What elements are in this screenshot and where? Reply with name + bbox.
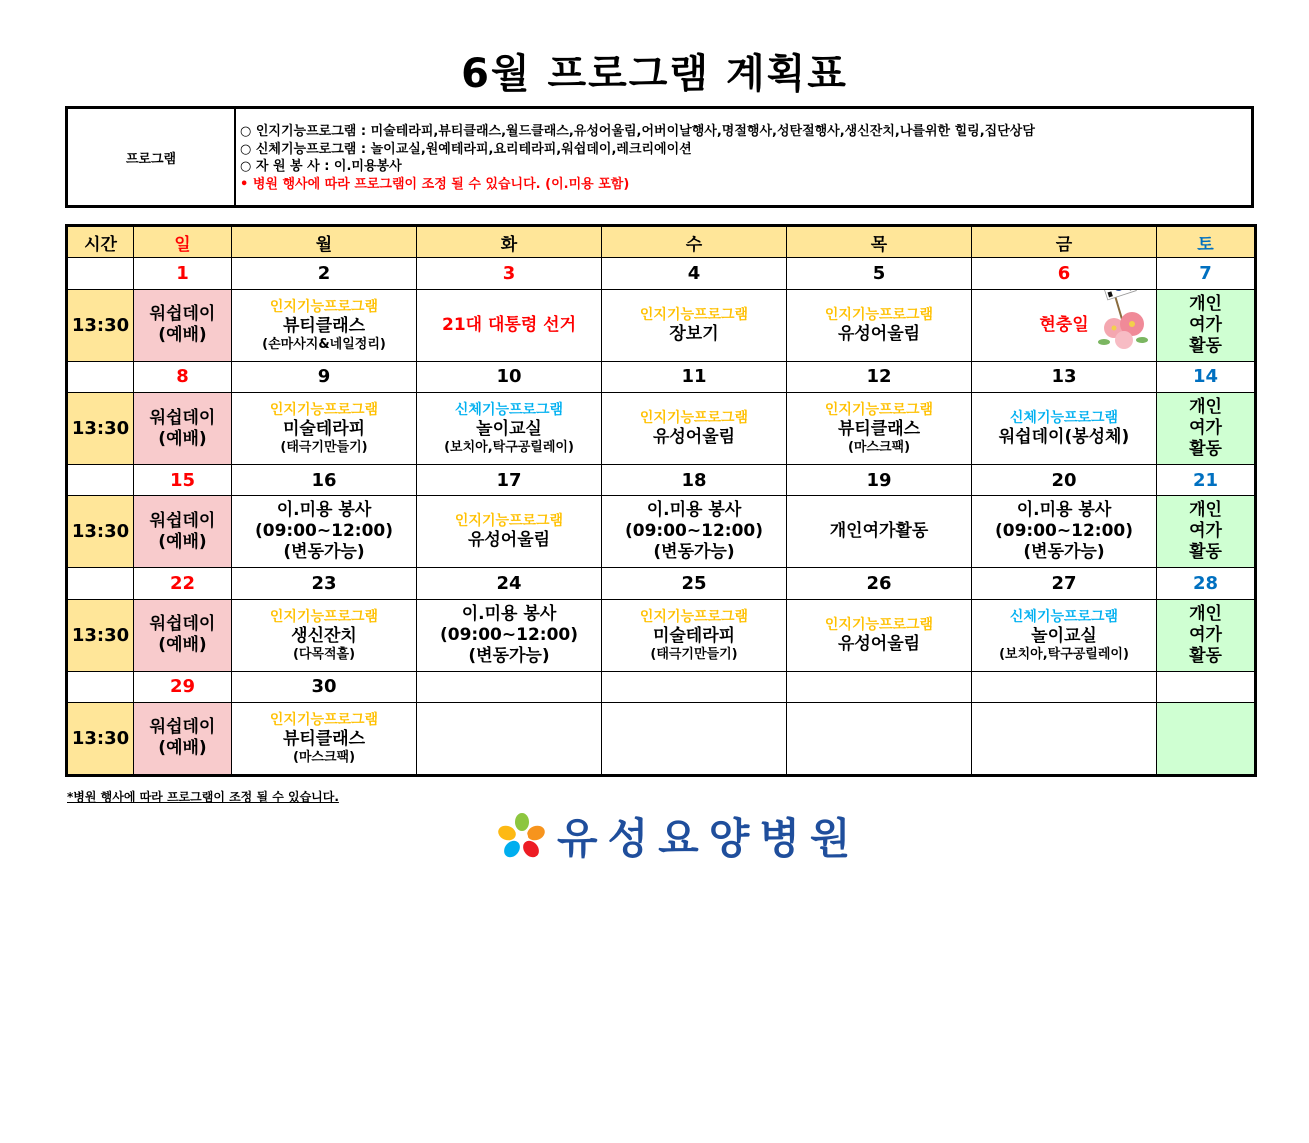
activity-line-3: 활동 <box>1189 645 1222 666</box>
activity-title: 개인 <box>1189 500 1222 521</box>
date-cell: 13 <box>972 361 1157 392</box>
activity-title: 워쉽데이 <box>149 304 216 325</box>
activity-cell <box>972 289 1157 361</box>
activity-cell <box>232 393 417 465</box>
date-row-blank <box>67 258 134 289</box>
date-cell <box>1157 671 1256 702</box>
activity-cell <box>787 599 972 671</box>
activity-line-2: (09:00~12:00) <box>994 521 1133 542</box>
header-cell: 목 <box>787 226 972 258</box>
date-cell: 14 <box>1157 361 1256 392</box>
activity-line-2: (09:00~12:00) <box>439 624 578 645</box>
date-row-blank <box>67 361 134 392</box>
activity-row <box>67 496 1256 568</box>
activity-line-3: (변동가능) <box>468 645 550 666</box>
cognitive-program-tag: 인지기능프로그램 <box>269 608 379 625</box>
date-cell: 24 <box>417 568 602 599</box>
activity-line-2: (09:00~12:00) <box>624 521 763 542</box>
activity-line-2: 여가 <box>1189 521 1222 542</box>
activity-title: 이.미용 봉사 <box>276 500 372 521</box>
cognitive-program-tag: 인지기능프로그램 <box>269 402 379 419</box>
activity-cell <box>417 599 602 671</box>
page-title: 6월 프로그램 계획표 <box>461 51 848 97</box>
cognitive-program-tag: 인지기능프로그램 <box>639 410 749 427</box>
date-cell: 10 <box>417 361 602 392</box>
activity-cell <box>417 289 602 361</box>
activity-cell <box>1157 393 1256 465</box>
header-cell: 토 <box>1157 226 1256 258</box>
activity-cell <box>972 599 1157 671</box>
activity-title: 놀이교실 <box>476 419 542 440</box>
program-info-box <box>65 106 1254 208</box>
activity-detail: (보치아,탁구공릴레이) <box>999 646 1129 662</box>
date-row <box>67 568 1256 599</box>
cognitive-program-tag: 인지기능프로그램 <box>269 711 379 728</box>
activity-detail: (태극기만들기) <box>280 440 368 456</box>
cognitive-program-tag: 인지기능프로그램 <box>454 513 564 530</box>
activity-cell <box>134 289 232 361</box>
header-cell: 금 <box>972 226 1157 258</box>
program-info-lines <box>236 109 1035 205</box>
activity-line-2: (예배) <box>158 738 207 759</box>
activity-cell <box>602 289 787 361</box>
activity-title: 개인 <box>1189 603 1222 624</box>
hospital-logo <box>497 810 860 862</box>
activity-line-2: (예배) <box>158 531 207 552</box>
activity-cell <box>1157 496 1256 568</box>
date-cell: 2 <box>232 258 417 289</box>
date-row <box>67 361 1256 392</box>
activity-cell <box>602 496 787 568</box>
date-cell: 16 <box>232 465 417 496</box>
activity-cell <box>232 599 417 671</box>
activity-cell <box>232 702 417 775</box>
date-cell: 28 <box>1157 568 1256 599</box>
date-cell <box>602 671 787 702</box>
date-cell: 3 <box>417 258 602 289</box>
header-cell: 월 <box>232 226 417 258</box>
activity-line-2: 여가 <box>1189 314 1222 335</box>
date-cell <box>787 671 972 702</box>
activity-cell <box>602 393 787 465</box>
date-cell: 4 <box>602 258 787 289</box>
date-cell: 21 <box>1157 465 1256 496</box>
korean-flag-flower-icon <box>1094 289 1152 356</box>
header-cell: 수 <box>602 226 787 258</box>
date-cell: 27 <box>972 568 1157 599</box>
activity-cell <box>1157 289 1256 361</box>
time-cell: 13:30 <box>67 393 134 465</box>
activity-title: 뷰티클래스 <box>282 315 366 336</box>
calendar-header-row <box>67 226 1256 258</box>
activity-row <box>67 702 1256 775</box>
date-row-blank <box>67 568 134 599</box>
activity-line-2: (예배) <box>158 635 207 656</box>
activity-cell <box>1157 599 1256 671</box>
activity-title: 미술테라피 <box>652 625 736 646</box>
cognitive-program-tag: 인지기능프로그램 <box>269 298 379 315</box>
activity-title: 미술테라피 <box>282 419 366 440</box>
activity-cell <box>787 289 972 361</box>
date-cell: 30 <box>232 671 417 702</box>
activity-title: 뷰티클래스 <box>837 419 921 440</box>
activity-cell <box>787 702 972 775</box>
date-cell: 25 <box>602 568 787 599</box>
date-row <box>67 258 1256 289</box>
date-row <box>67 465 1256 496</box>
cognitive-program-tag: 인지기능프로그램 <box>824 402 934 419</box>
activity-cell <box>134 496 232 568</box>
program-notice: • 병원 행사에 따라 프로그램이 조정 될 수 있습니다. (이.미용 포함) <box>240 176 630 192</box>
activity-cell <box>602 702 787 775</box>
activity-title: 유성어울림 <box>837 323 921 344</box>
activity-detail: (마스크팩) <box>847 440 911 456</box>
date-cell: 6 <box>972 258 1157 289</box>
date-cell: 20 <box>972 465 1157 496</box>
activity-row <box>67 289 1256 361</box>
activity-line-3: (변동가능) <box>283 542 365 563</box>
activity-cell <box>787 496 972 568</box>
header-cell: 시간 <box>67 226 134 258</box>
activity-cell <box>972 393 1157 465</box>
header-cell: 일 <box>134 226 232 258</box>
activity-cell <box>417 393 602 465</box>
activity-line-3: 활동 <box>1189 335 1222 356</box>
footnote: *병원 행사에 따라 프로그램이 조정 될 수 있습니다. <box>67 790 339 804</box>
activity-title: 생신잔치 <box>291 625 357 646</box>
activity-line-3: (변동가능) <box>1023 542 1105 563</box>
activity-title: 워쉽데이 <box>149 407 216 428</box>
time-cell: 13:30 <box>67 599 134 671</box>
cognitive-program-tag: 인지기능프로그램 <box>639 608 749 625</box>
date-row <box>67 671 1256 702</box>
physical-program-tag: 신체기능프로그램 <box>1009 410 1119 427</box>
date-cell <box>972 671 1157 702</box>
header-cell: 화 <box>417 226 602 258</box>
hospital-logo-icon <box>497 811 547 861</box>
activity-cell <box>1157 702 1256 775</box>
activity-line-2: (예배) <box>158 428 207 449</box>
activity-title: 이.미용 봉사 <box>646 500 742 521</box>
activity-cell <box>134 702 232 775</box>
activity-title: 유성어울림 <box>652 427 736 448</box>
activity-line-2: (예배) <box>158 325 207 346</box>
activity-title: 개인여가활동 <box>829 521 929 542</box>
program-line-volunteer: ○ 자 원 봉 사 : 이.미용봉사 <box>240 159 402 174</box>
date-cell <box>417 671 602 702</box>
activity-title: 워쉽데이(봉성체) <box>998 427 1130 448</box>
program-line-physical: ○ 신체기능프로그램 : 놀이교실,원예테라피,요리테라피,워쉽데이,레크리에이션 <box>240 141 692 157</box>
activity-title: 워쉽데이 <box>149 717 216 738</box>
hospital-name: 유성요양병원 <box>557 814 861 863</box>
activity-detail: (보치아,탁구공릴레이) <box>444 440 574 456</box>
activity-cell <box>232 496 417 568</box>
activity-cell <box>602 599 787 671</box>
date-cell: 23 <box>232 568 417 599</box>
time-cell: 13:30 <box>67 702 134 775</box>
activity-title: 놀이교실 <box>1031 625 1097 646</box>
physical-program-tag: 신체기능프로그램 <box>1009 608 1119 625</box>
activity-cell <box>232 289 417 361</box>
date-cell: 9 <box>232 361 417 392</box>
date-cell: 19 <box>787 465 972 496</box>
activity-title: 유성어울림 <box>837 633 921 654</box>
activity-detail: (마스크팩) <box>292 749 356 765</box>
activity-title: 워쉽데이 <box>149 510 216 531</box>
activity-title: 21대 대통령 선거 <box>441 314 577 335</box>
date-cell: 5 <box>787 258 972 289</box>
activity-line-2: 여가 <box>1189 418 1222 439</box>
program-line-cognitive: ○ 인지기능프로그램 : 미술테라피,뷰티클래스,월드클래스,유성어울림,어버이날행사,명절행사,성탄절행사,생신잔치,나를위한 힐링,집단상담 <box>240 124 1035 139</box>
physical-program-tag: 신체기능프로그램 <box>454 402 564 419</box>
activity-title: 뷰티클래스 <box>282 728 366 749</box>
activity-cell <box>417 702 602 775</box>
date-cell: 17 <box>417 465 602 496</box>
cognitive-program-tag: 인지기능프로그램 <box>639 306 749 323</box>
date-cell: 1 <box>134 258 232 289</box>
activity-cell <box>972 702 1157 775</box>
activity-line-2: (09:00~12:00) <box>254 521 393 542</box>
activity-title: 장보기 <box>669 323 719 344</box>
date-cell: 8 <box>134 361 232 392</box>
activity-title: 현충일 <box>1039 314 1089 335</box>
activity-cell <box>787 393 972 465</box>
date-cell: 12 <box>787 361 972 392</box>
activity-line-3: 활동 <box>1189 439 1222 460</box>
calendar-table <box>65 224 1257 777</box>
program-info-label: 프로그램 <box>68 109 236 205</box>
activity-detail: (손마사지&네일정리) <box>262 336 386 352</box>
date-cell: 15 <box>134 465 232 496</box>
activity-cell <box>972 496 1157 568</box>
date-cell: 7 <box>1157 258 1256 289</box>
activity-cell <box>134 599 232 671</box>
activity-row <box>67 599 1256 671</box>
activity-cell <box>134 393 232 465</box>
date-cell: 18 <box>602 465 787 496</box>
time-cell: 13:30 <box>67 496 134 568</box>
activity-line-3: (변동가능) <box>653 542 735 563</box>
date-cell: 11 <box>602 361 787 392</box>
activity-title: 개인 <box>1189 293 1222 314</box>
date-row-blank <box>67 671 134 702</box>
date-cell: 29 <box>134 671 232 702</box>
activity-title: 개인 <box>1189 397 1222 418</box>
activity-title: 이.미용 봉사 <box>1016 500 1112 521</box>
date-row-blank <box>67 465 134 496</box>
activity-line-2: 여가 <box>1189 624 1222 645</box>
activity-title: 이.미용 봉사 <box>461 603 557 624</box>
activity-row <box>67 393 1256 465</box>
activity-title: 유성어울림 <box>467 530 551 551</box>
cognitive-program-tag: 인지기능프로그램 <box>824 616 934 633</box>
activity-detail: (태극기만들기) <box>650 646 738 662</box>
activity-cell <box>417 496 602 568</box>
activity-title: 워쉽데이 <box>149 614 216 635</box>
activity-detail: (다목적홀) <box>292 646 356 662</box>
time-cell: 13:30 <box>67 289 134 361</box>
activity-line-3: 활동 <box>1189 542 1222 563</box>
cognitive-program-tag: 인지기능프로그램 <box>824 306 934 323</box>
date-cell: 22 <box>134 568 232 599</box>
date-cell: 26 <box>787 568 972 599</box>
